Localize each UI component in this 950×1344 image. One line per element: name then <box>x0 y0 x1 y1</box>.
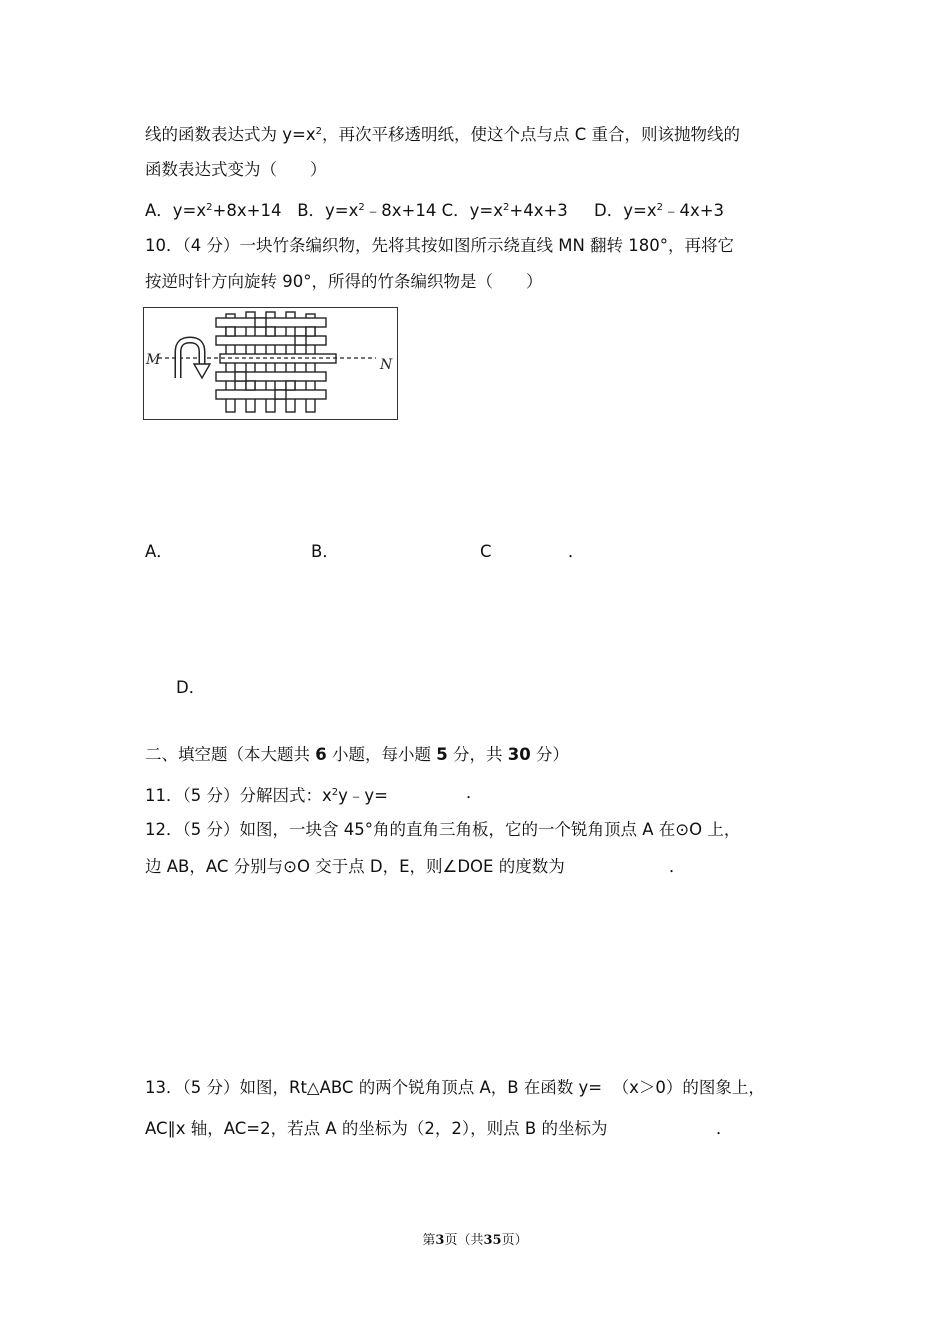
q10-line1: 10．（4 分）一块竹条编织物，先将其按如图所示绕直线 MN 翻转 180°，再将它 <box>145 236 735 255</box>
section2-heading <box>145 743 569 767</box>
footer-suffix: 页） <box>501 1233 528 1248</box>
q9-option-c-rest: +4x+3 <box>509 201 568 220</box>
footer-mid: 页（共 <box>444 1233 484 1248</box>
q9-option-b-rest: ﹣8x+14 <box>364 201 437 220</box>
q9-option-b-text: B．y=x <box>297 201 359 220</box>
q10-option-a: A． <box>145 542 173 561</box>
q9-line1-text-a: 线的函数表达式为 y=x <box>145 125 316 144</box>
q13-line1-text-b: （x＞0）的图象上， <box>612 1078 765 1097</box>
q9-option-a-exponent: 2 <box>206 202 213 213</box>
q13-line2: AC∥x 轴，AC=2，若点 A 的坐标为（2，2），则点 B 的坐标为 <box>145 1119 608 1138</box>
q13-line1 <box>145 1076 765 1100</box>
q9-option-d-rest: ﹣4x+3 <box>662 201 725 220</box>
q9-options <box>145 196 724 223</box>
bamboo-weave-diagram <box>144 308 397 419</box>
q12-blank-dot: ． <box>669 857 686 876</box>
q9-option-a-text: A．y=x <box>145 201 207 220</box>
section2-count: 6 <box>315 745 327 764</box>
q11-exponent: 2 <box>331 787 339 798</box>
page-footer <box>0 1229 950 1248</box>
q11-text-a: 11．（5 分）分解因式：x <box>145 786 332 805</box>
q12-line1: 12．（5 分）如图，一块含 45°角的直角三角板，它的一个锐角顶点 A 在⊙O 上， <box>145 820 741 839</box>
footer-prefix: 第 <box>422 1233 436 1248</box>
q9-line1-exponent: 2 <box>315 126 322 137</box>
q10-option-d: D． <box>176 678 206 697</box>
q9-option-a-rest: +8x+14 <box>212 201 282 220</box>
q10-option-c: C <box>480 542 492 561</box>
q10-option-c-dot: ． <box>568 542 585 561</box>
section2-prefix: 二、填空题（本大题共 <box>145 745 316 764</box>
q11-line <box>145 781 388 808</box>
q9-option-d <box>594 201 724 220</box>
q9-option-c-exponent: 2 <box>503 202 510 213</box>
section2-total: 30 <box>507 745 531 764</box>
q12-line2: 边 AB，AC 分别与⊙O 交于点 D，E，则∠DOE 的度数为 <box>145 857 565 876</box>
section2-suffix: 分） <box>530 745 569 764</box>
q10-line2: 按逆时针方向旋转 90°，所得的竹条编织物是（ ） <box>145 272 543 291</box>
q9-option-d-text: D．y=x <box>594 201 657 220</box>
q11-blank-dot: ． <box>466 783 483 802</box>
q9-line2: 函数表达式变为（ ） <box>145 160 327 179</box>
q9-option-b <box>297 201 436 220</box>
q9-line1 <box>145 120 740 147</box>
label-n: N <box>380 357 393 373</box>
label-m: M <box>146 352 161 368</box>
footer-page-number: 3 <box>435 1233 445 1248</box>
q9-option-c-text: C．y=x <box>441 201 503 220</box>
section2-mid1: 小题，每小题 <box>326 745 437 764</box>
q9-line1-text-b: ，再次平移透明纸，使这个点与点 C 重合，则该抛物线的 <box>321 125 740 144</box>
q10-option-b: B． <box>311 542 339 561</box>
section2-mid2: 分，共 <box>447 745 508 764</box>
q9-option-a <box>145 201 281 220</box>
flip-arrow-icon <box>178 340 210 378</box>
footer-total-pages: 35 <box>483 1233 502 1248</box>
q13-blank-dot: ． <box>716 1119 733 1138</box>
q13-line1-text-a: 13．（5 分）如图，Rt△ABC 的两个锐角顶点 A，B 在函数 y= <box>145 1078 603 1097</box>
q9-option-b-exponent: 2 <box>358 202 365 213</box>
q11-text-b: y﹣y= <box>338 786 388 805</box>
q9-option-c <box>442 201 568 220</box>
bamboo-weave-figure <box>143 307 398 420</box>
section2-points: 5 <box>436 745 448 764</box>
q9-option-d-exponent: 2 <box>656 202 663 213</box>
